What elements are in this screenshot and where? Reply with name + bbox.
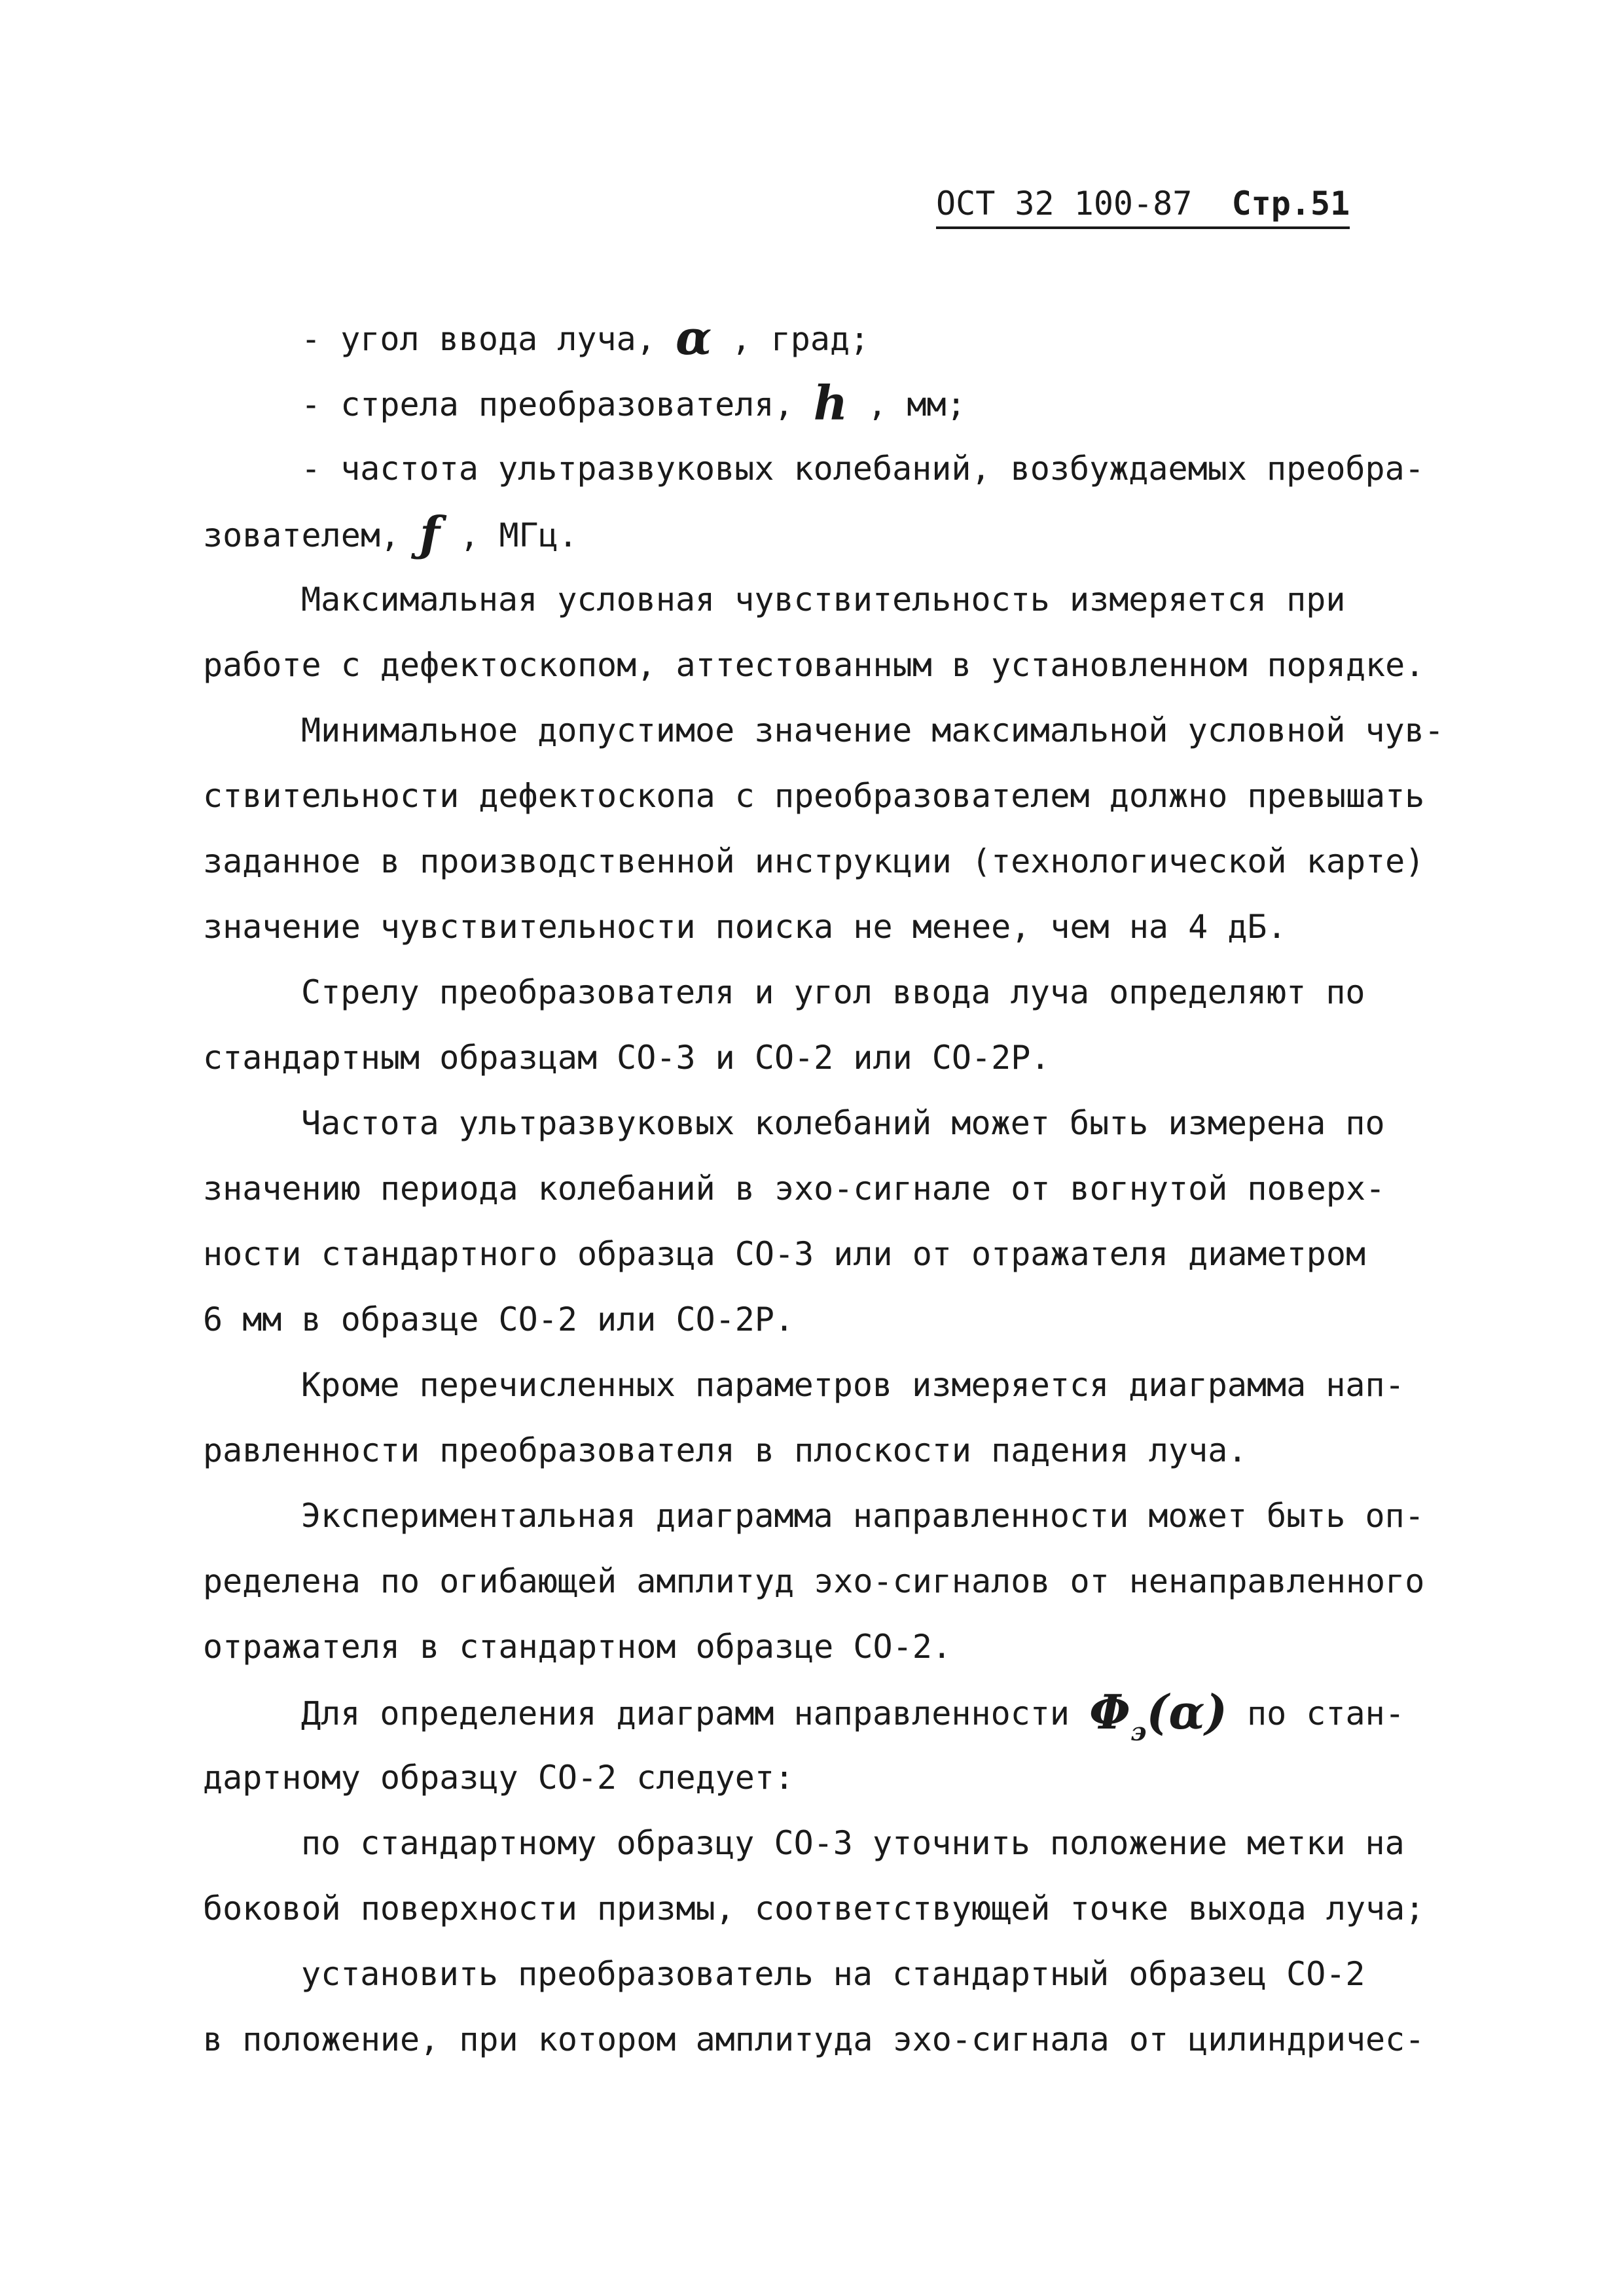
text-line: установить преобразователь на стандартный образец СО-2 [301, 1955, 1365, 1993]
text-line: Максимальная условная чувствительность измеряется при [301, 581, 1346, 619]
phi-arg-alpha: α [1168, 1684, 1205, 1740]
text-line: ределена по огибающей амплитуд эхо-сигналов от ненаправленного [203, 1562, 1425, 1600]
phi-symbol [1089, 1684, 1227, 1751]
line-text: Для определения диаграмм направленности [301, 1695, 1070, 1732]
text-line: значение чувствительности поиска не менее, чем на 4 дБ. [203, 908, 1287, 946]
line-text: - стрела преобразователя, [301, 386, 794, 423]
text-line: Частота ультразвуковых колебаний может быть измерена по [301, 1104, 1385, 1142]
text-line: - частота ультразвуковых колебаний, возбуждаемых преобра- [301, 450, 1424, 488]
h-symbol: h [813, 375, 848, 431]
line-text: , МГц. [460, 516, 578, 554]
text-line [301, 375, 966, 431]
phi-subscript: э [1130, 1717, 1147, 1746]
text-line: Минимальное допустимое значение максимальной условной чув- [301, 711, 1444, 749]
text-line: по стандартному образцу СО-3 уточнить положение метки на [301, 1824, 1405, 1862]
text-line [301, 1684, 1405, 1751]
text-line: Экспериментальная диаграмма направленности может быть оп- [301, 1497, 1424, 1535]
text-line: в положение, при котором амплитуда эхо-сигнала от цилиндричес- [203, 2020, 1425, 2058]
line-text: зователем, [203, 516, 401, 554]
text-line: значению периода колебаний в эхо-сигнале от вогнутой поверх- [203, 1170, 1386, 1208]
text-line: равленности преобразователя в плоскости падения луча. [203, 1431, 1248, 1469]
phi-letter: Φ [1089, 1684, 1130, 1740]
text-line: Кроме перечисленных параметров измеряется диаграмма нап- [301, 1366, 1405, 1404]
text-line [301, 310, 870, 365]
page-number: Стр.51 [1231, 185, 1350, 223]
text-line: стандартным образцам СО-3 и СО-2 или СО-2Р. [203, 1039, 1051, 1077]
phi-paren-open: ( [1146, 1684, 1169, 1740]
f-symbol: ƒ [420, 506, 441, 562]
text-line: заданное в производственной инструкции (технологической карте) [203, 842, 1425, 880]
text-line: 6 мм в образце СО-2 или СО-2Р. [203, 1300, 795, 1338]
line-text: , мм; [867, 386, 966, 423]
text-line: ности стандартного образца СО-3 или от отражателя диаметром [203, 1235, 1366, 1273]
text-line: отражателя в стандартном образце СО-2. [203, 1628, 952, 1666]
text-line: дартному образцу СО-2 следует: [203, 1759, 795, 1797]
line-text: по стан- [1247, 1695, 1405, 1732]
text-line: работе с дефектоскопом, аттестованным в установленном порядке. [203, 646, 1425, 684]
text-line: боковой поверхности призмы, соответствующей точке выхода луча; [203, 1890, 1425, 1928]
alpha-symbol: α [675, 310, 712, 365]
text-line: ствительности дефектоскопа с преобразователем должно превышать [203, 777, 1425, 815]
text-line: Стрелу преобразователя и угол ввода луча определяют по [301, 973, 1365, 1011]
phi-paren-close: ) [1204, 1684, 1227, 1740]
line-text: - угол ввода луча, [301, 320, 656, 358]
line-text: , град; [731, 320, 870, 358]
standard-number: ОСТ 32 100-87 [936, 185, 1193, 223]
page-header [936, 185, 1350, 229]
text-line [203, 506, 578, 562]
